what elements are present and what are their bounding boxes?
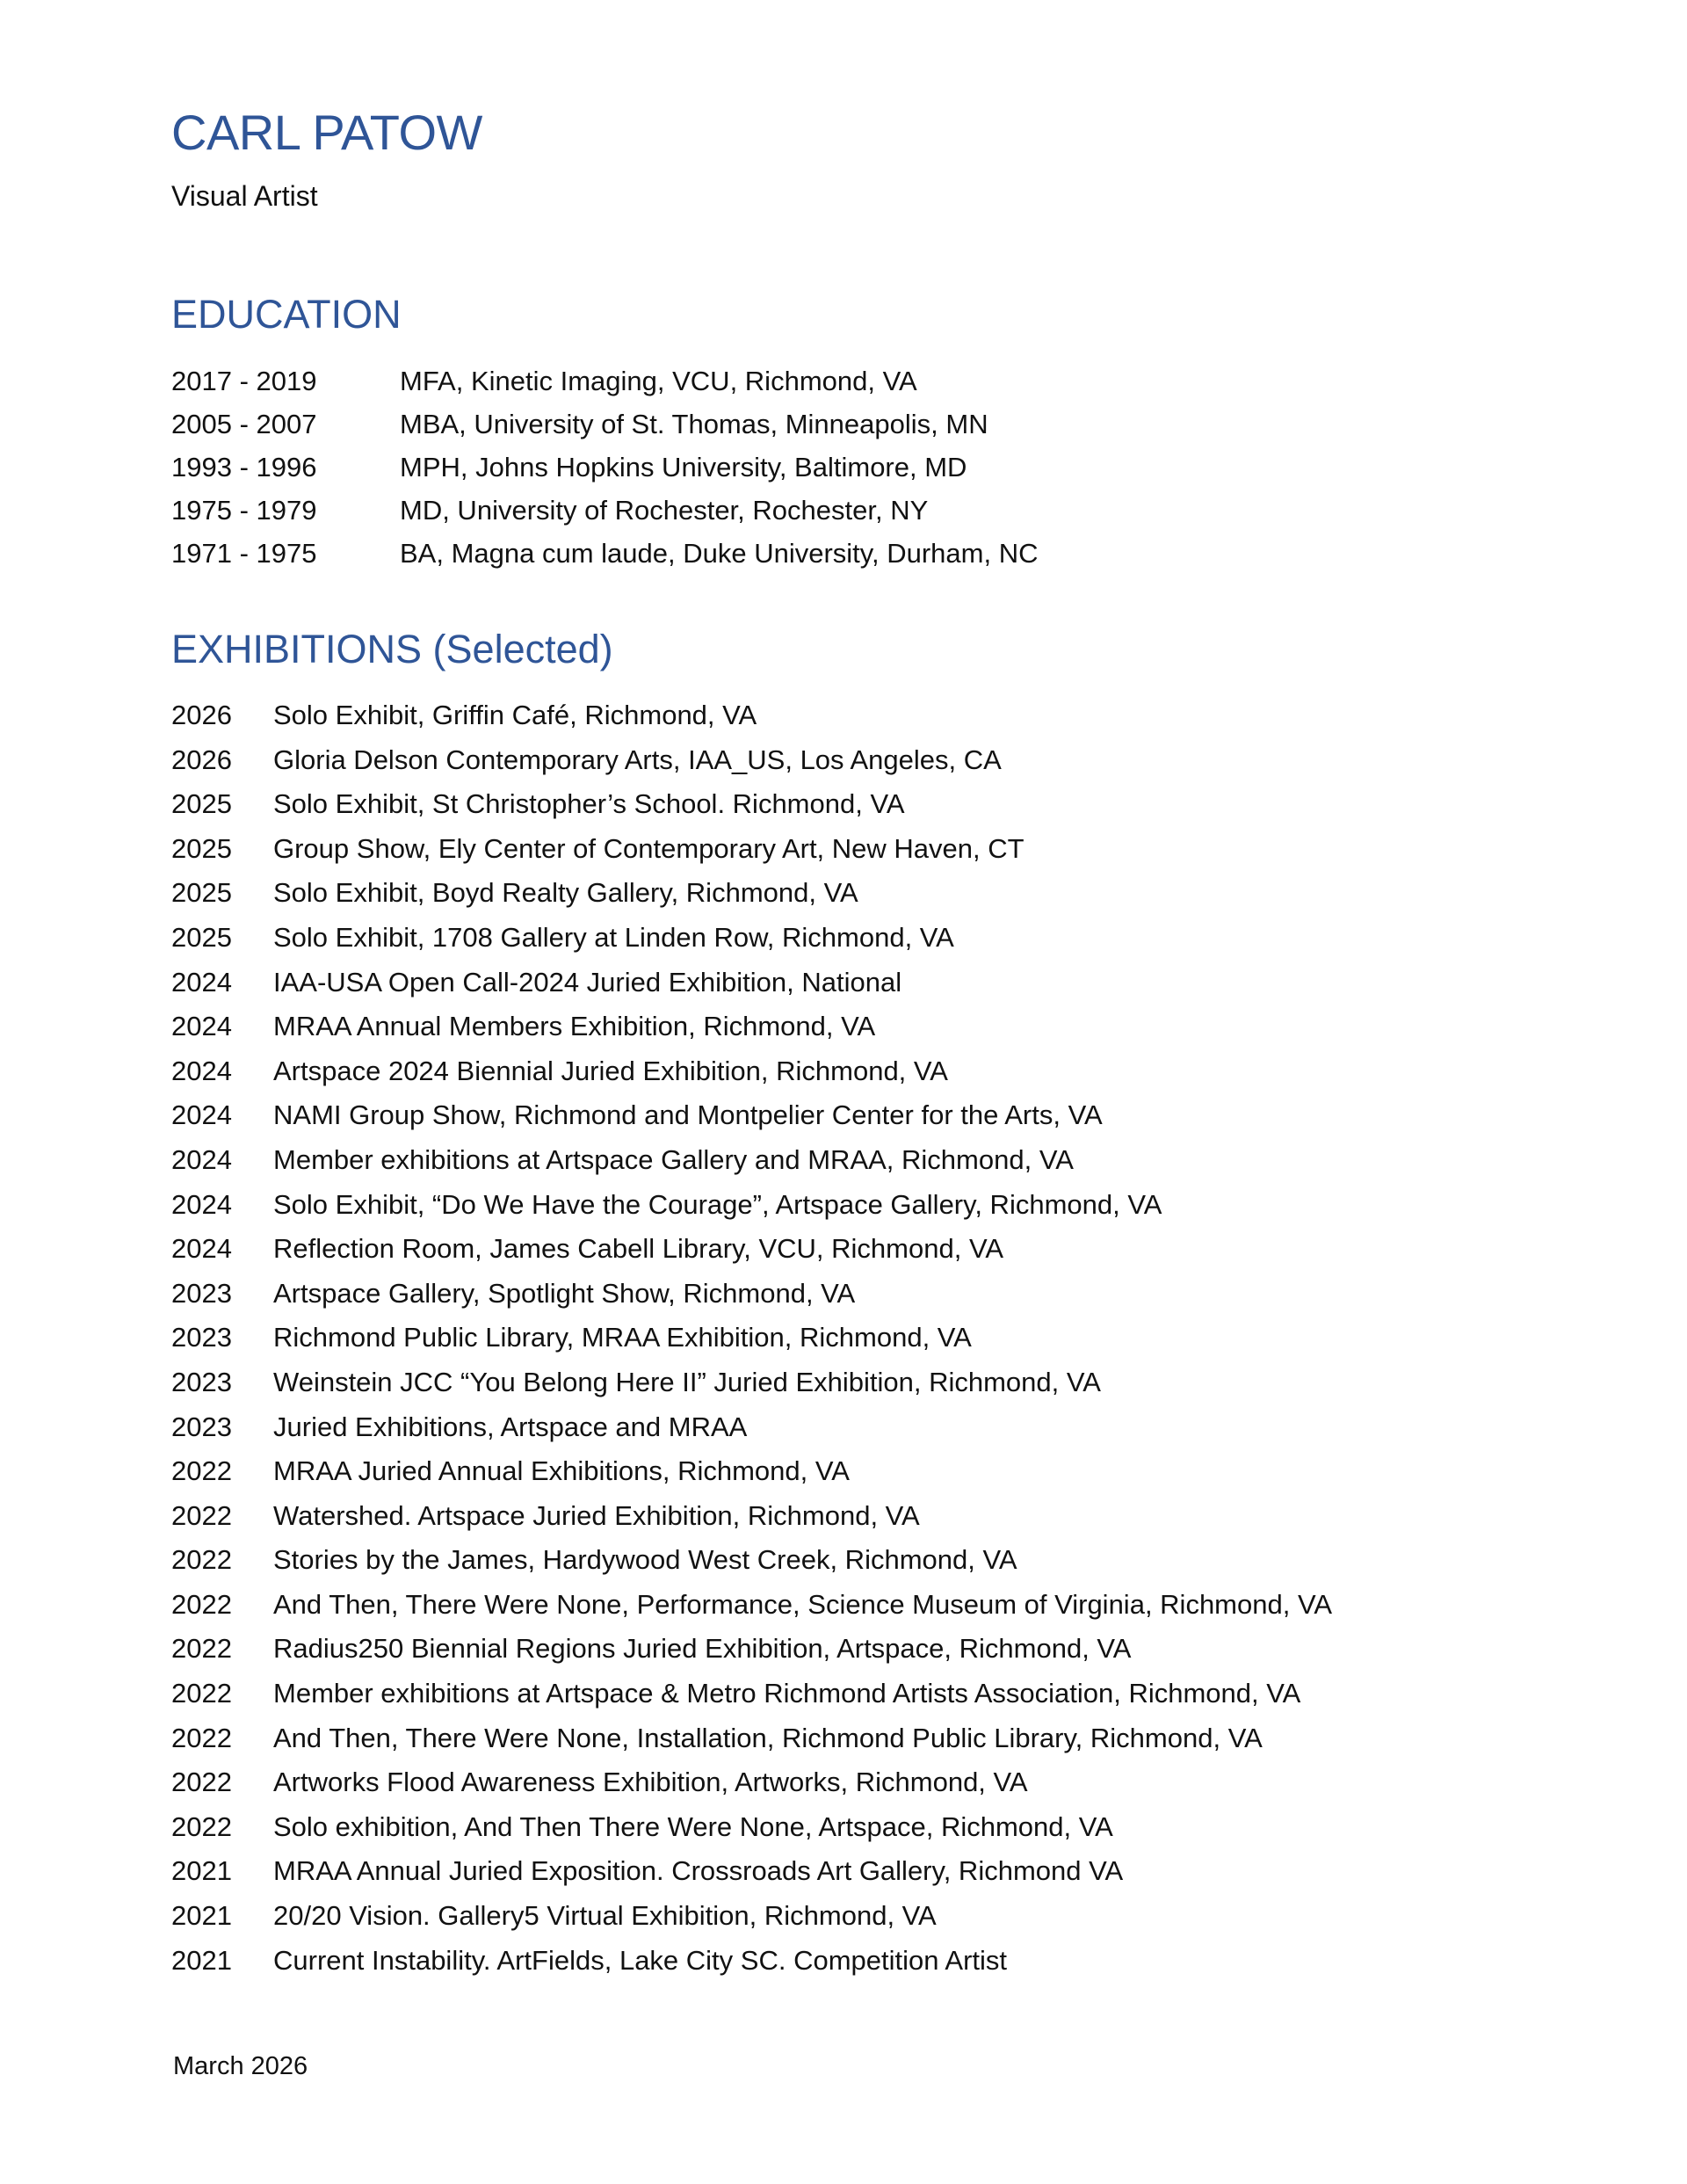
exhibition-description: MRAA Annual Juried Exposition. Crossroads Art Gallery, Richmond VA [273,1855,1124,1887]
education-list [171,364,1038,579]
exhibition-description: Radius250 Biennial Regions Juried Exhibition, Artspace, Richmond, VA [273,1633,1132,1665]
exhibition-entry [171,1542,1332,1587]
exhibition-description: Stories by the James, Hardywood West Creek, Richmond, VA [273,1544,1017,1576]
exhibition-entry [171,1676,1332,1721]
exhibition-description: Current Instability. ArtFields, Lake City SC. Competition Artist [273,1944,1008,1976]
exhibition-entry [171,1098,1332,1143]
exhibition-year: 2022 [171,1455,232,1487]
exhibition-entry [171,1320,1332,1365]
exhibition-year: 2026 [171,744,232,775]
exhibition-description: Richmond Public Library, MRAA Exhibition, Richmond, VA [273,1322,972,1353]
exhibition-description: Solo Exhibit, Boyd Realty Gallery, Richmond, VA [273,877,858,909]
exhibition-entry [171,1854,1332,1898]
exhibition-entry [171,1231,1332,1276]
exhibition-description: Member exhibitions at Artspace Gallery and MRAA, Richmond, VA [273,1143,1074,1175]
exhibition-year: 2023 [171,1366,232,1397]
education-degree: MFA, Kinetic Imaging, VCU, Richmond, VA [400,366,917,396]
exhibition-year: 2021 [171,1944,232,1976]
education-entry [171,364,1038,407]
exhibition-year: 2021 [171,1900,232,1932]
exhibition-entry [171,831,1332,876]
exhibition-entry [171,1454,1332,1498]
exhibition-description: Weinstein JCC “You Belong Here II” Juried Exhibition, Richmond, VA [273,1366,1101,1397]
education-entry [171,450,1038,493]
exhibition-year: 2023 [171,1277,232,1309]
exhibition-description: 20/20 Vision. Gallery5 Virtual Exhibition, Richmond, VA [273,1900,937,1932]
exhibition-description: Juried Exhibitions, Artspace and MRAA [273,1411,748,1442]
exhibition-description: Artworks Flood Awareness Exhibition, Artworks, Richmond, VA [273,1767,1028,1798]
exhibition-year: 2024 [171,966,232,998]
education-years: 1971 - 1975 [171,538,317,569]
exhibition-entry [171,1410,1332,1455]
exhibition-entry [171,1587,1332,1632]
artist-title: Visual Artist [171,180,318,212]
exhibition-entry [171,1898,1332,1943]
exhibition-year: 2026 [171,700,232,730]
exhibition-year: 2023 [171,1411,232,1442]
exhibition-entry [171,1631,1332,1676]
exhibition-year: 2025 [171,921,232,953]
exhibition-year: 2022 [171,1588,232,1620]
exhibition-year: 2024 [171,1143,232,1175]
exhibition-description: NAMI Group Show, Richmond and Montpelier Center for the Arts, VA [273,1099,1103,1131]
education-degree: MD, University of Rochester, Rochester, NY [400,495,929,526]
footer-date: March 2026 [173,2052,308,2080]
exhibition-entry [171,1765,1332,1810]
exhibition-year: 2024 [171,1055,232,1086]
exhibition-year: 2022 [171,1810,232,1842]
exhibition-entry [171,965,1332,1010]
education-years: 2005 - 2007 [171,409,317,439]
exhibition-entry [171,1054,1332,1099]
exhibition-year: 2024 [171,1011,232,1042]
exhibition-year: 2024 [171,1188,232,1220]
exhibition-description: And Then, There Were None, Installation, Richmond Public Library, Richmond, VA [273,1722,1263,1753]
exhibition-year: 2022 [171,1678,232,1709]
exhibition-year: 2022 [171,1499,232,1531]
education-entry [171,536,1038,579]
exhibition-entry [171,920,1332,965]
exhibition-entry [171,1143,1332,1187]
education-entry [171,493,1038,536]
exhibition-entry [171,1187,1332,1232]
education-years: 1993 - 1996 [171,452,317,483]
exhibitions-heading: EXHIBITIONS (Selected) [171,627,613,671]
exhibition-year: 2025 [171,877,232,909]
education-entry [171,407,1038,450]
exhibition-description: Member exhibitions at Artspace & Metro Richmond Artists Association, Richmond, VA [273,1678,1301,1709]
exhibition-entry [171,1943,1332,1988]
exhibition-description: Group Show, Ely Center of Contemporary Art, New Haven, CT [273,832,1025,864]
exhibition-year: 2024 [171,1233,232,1265]
exhibition-description: Artspace 2024 Biennial Juried Exhibition, Richmond, VA [273,1055,948,1086]
exhibition-entry [171,875,1332,920]
exhibition-entry [171,1498,1332,1543]
exhibition-entry [171,1721,1332,1766]
exhibition-year: 2022 [171,1722,232,1753]
exhibition-description: Solo exhibition, And Then There Were None, Artspace, Richmond, VA [273,1810,1113,1842]
exhibition-year: 2021 [171,1855,232,1887]
exhibition-entry [171,1009,1332,1054]
exhibition-entry [171,787,1332,831]
education-years: 2017 - 2019 [171,366,317,396]
exhibition-description: Solo Exhibit, “Do We Have the Courage”, Artspace Gallery, Richmond, VA [273,1188,1162,1220]
exhibitions-list [171,698,1332,1987]
exhibition-entry [171,1276,1332,1321]
exhibition-description: Solo Exhibit, St Christopher’s School. Richmond, VA [273,788,905,820]
exhibition-year: 2022 [171,1633,232,1665]
education-degree: MPH, Johns Hopkins University, Baltimore, MD [400,452,967,483]
exhibition-description: Artspace Gallery, Spotlight Show, Richmond, VA [273,1277,856,1309]
exhibition-description: Solo Exhibit, Griffin Café, Richmond, VA [273,700,757,730]
exhibition-entry [171,698,1332,743]
exhibition-entry [171,1810,1332,1854]
education-years: 1975 - 1979 [171,495,317,526]
education-heading: EDUCATION [171,292,402,337]
exhibition-year: 2022 [171,1767,232,1798]
exhibition-year: 2025 [171,832,232,864]
exhibition-entry [171,743,1332,787]
exhibition-description: Watershed. Artspace Juried Exhibition, Richmond, VA [273,1499,920,1531]
exhibition-year: 2023 [171,1322,232,1353]
exhibition-year: 2025 [171,788,232,820]
education-degree: BA, Magna cum laude, Duke University, Durham, NC [400,538,1039,569]
exhibition-description: MRAA Annual Members Exhibition, Richmond, VA [273,1011,876,1042]
exhibition-description: And Then, There Were None, Performance, Science Museum of Virginia, Richmond, VA [273,1588,1333,1620]
exhibition-entry [171,1365,1332,1410]
exhibition-description: Gloria Delson Contemporary Arts, IAA_US, Los Angeles, CA [273,744,1002,775]
education-degree: MBA, University of St. Thomas, Minneapolis, MN [400,409,988,439]
exhibition-description: Solo Exhibit, 1708 Gallery at Linden Row, Richmond, VA [273,921,954,953]
exhibition-year: 2022 [171,1544,232,1576]
exhibition-description: Reflection Room, James Cabell Library, VCU, Richmond, VA [273,1233,1003,1265]
artist-name: CARL PATOW [171,105,482,160]
exhibition-year: 2024 [171,1099,232,1131]
exhibition-description: IAA-USA Open Call-2024 Juried Exhibition, National [273,966,902,998]
exhibition-description: MRAA Juried Annual Exhibitions, Richmond, VA [273,1455,850,1487]
